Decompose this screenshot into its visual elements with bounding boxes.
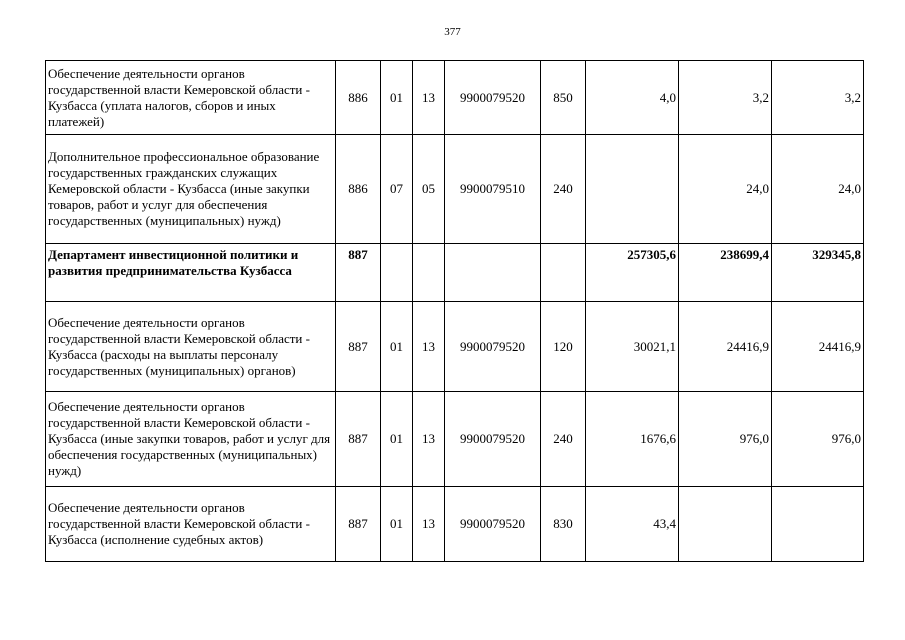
row-name: Обеспечение деятельности органов государственной власти Кемеровской области - Кузбасса (исполнение судебных актов) bbox=[46, 487, 336, 562]
ministry-code: 887 bbox=[336, 487, 381, 562]
amount-year-2 bbox=[679, 487, 772, 562]
budget-table bbox=[45, 60, 864, 562]
expense-type-code: 240 bbox=[541, 135, 586, 244]
row-name: Обеспечение деятельности органов государственной власти Кемеровской области - Кузбасса (уплата налогов, сборов и иных платежей) bbox=[46, 61, 336, 135]
ministry-code: 887 bbox=[336, 244, 381, 302]
subsection-code: 13 bbox=[413, 487, 445, 562]
amount-year-1: 30021,1 bbox=[586, 302, 679, 392]
target-article-code: 9900079520 bbox=[445, 392, 541, 487]
amount-year-3: 976,0 bbox=[772, 392, 864, 487]
row-name: Обеспечение деятельности органов государственной власти Кемеровской области - Кузбасса (расходы на выплаты персоналу государственных (муниципальных) органов) bbox=[46, 302, 336, 392]
ministry-code: 886 bbox=[336, 61, 381, 135]
ministry-code: 886 bbox=[336, 135, 381, 244]
amount-year-3 bbox=[772, 487, 864, 562]
amount-year-3: 24,0 bbox=[772, 135, 864, 244]
amount-year-2: 24,0 bbox=[679, 135, 772, 244]
table-row bbox=[46, 61, 864, 135]
ministry-code: 887 bbox=[336, 302, 381, 392]
amount-year-3: 24416,9 bbox=[772, 302, 864, 392]
target-article-code: 9900079520 bbox=[445, 302, 541, 392]
expense-type-code: 120 bbox=[541, 302, 586, 392]
amount-year-1: 1676,6 bbox=[586, 392, 679, 487]
target-article-code: 9900079520 bbox=[445, 487, 541, 562]
target-article-code: 9900079510 bbox=[445, 135, 541, 244]
target-article-code bbox=[445, 244, 541, 302]
ministry-code: 887 bbox=[336, 392, 381, 487]
amount-year-2: 238699,4 bbox=[679, 244, 772, 302]
section-code: 07 bbox=[381, 135, 413, 244]
subsection-code: 13 bbox=[413, 302, 445, 392]
row-name: Обеспечение деятельности органов государственной власти Кемеровской области - Кузбасса (иные закупки товаров, работ и услуг для обеспечения государственных (муниципальных) нужд) bbox=[46, 392, 336, 487]
amount-year-1: 4,0 bbox=[586, 61, 679, 135]
amount-year-2: 976,0 bbox=[679, 392, 772, 487]
target-article-code: 9900079520 bbox=[445, 61, 541, 135]
amount-year-2: 24416,9 bbox=[679, 302, 772, 392]
expense-type-code: 850 bbox=[541, 61, 586, 135]
amount-year-1 bbox=[586, 135, 679, 244]
row-name: Департамент инвестиционной политики и развития предпринимательства Кузбасса bbox=[46, 244, 336, 302]
section-code: 01 bbox=[381, 302, 413, 392]
expense-type-code: 830 bbox=[541, 487, 586, 562]
page-number: 377 bbox=[444, 26, 461, 38]
subsection-code: 13 bbox=[413, 392, 445, 487]
amount-year-3: 3,2 bbox=[772, 61, 864, 135]
subsection-code: 13 bbox=[413, 61, 445, 135]
expense-type-code bbox=[541, 244, 586, 302]
section-code: 01 bbox=[381, 487, 413, 562]
section-code bbox=[381, 244, 413, 302]
subsection-code: 05 bbox=[413, 135, 445, 244]
amount-year-2: 3,2 bbox=[679, 61, 772, 135]
table-row bbox=[46, 135, 864, 244]
table-row bbox=[46, 244, 864, 302]
table-row bbox=[46, 392, 864, 487]
amount-year-3: 329345,8 bbox=[772, 244, 864, 302]
expense-type-code: 240 bbox=[541, 392, 586, 487]
section-code: 01 bbox=[381, 61, 413, 135]
table-row bbox=[46, 487, 864, 562]
table-row bbox=[46, 302, 864, 392]
subsection-code bbox=[413, 244, 445, 302]
amount-year-1: 43,4 bbox=[586, 487, 679, 562]
section-code: 01 bbox=[381, 392, 413, 487]
amount-year-1: 257305,6 bbox=[586, 244, 679, 302]
row-name: Дополнительное профессиональное образование государственных гражданских служащих Кемеровской области - Кузбасса (иные закупки товаров, работ и услуг для обеспечения государственных (муниципальных) нужд) bbox=[46, 135, 336, 244]
